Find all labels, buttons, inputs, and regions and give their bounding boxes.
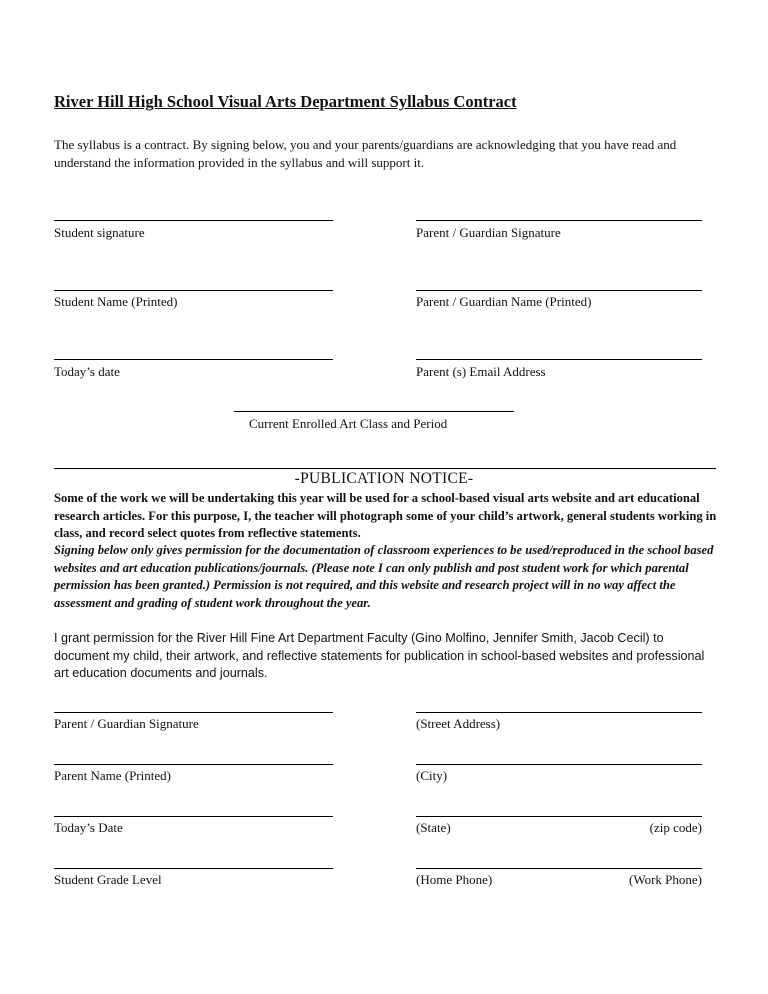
permission-parent-name-label: Parent Name (Printed) — [54, 768, 171, 783]
parent-signature-line[interactable] — [416, 220, 702, 221]
grant-statement: I grant permission for the River Hill Fine Art Department Faculty (Gino Molfino, Jennifer Smith, Jacob Cecil) to document my child, their artwork, and reflective statements for publication in school-based websites and professional art education documents and journals. — [54, 631, 705, 681]
grade-level-line[interactable] — [54, 868, 333, 869]
class-period-label: Current Enrolled Art Class and Period — [249, 416, 448, 431]
publication-notice-text: Some of the work we will be undertaking this year will be used for a school-based visual arts website and art educational research articles. For this purpose, I, the teacher will photograph some of your child’s artwork, general students working in class, and record select quotes from reflective statements. — [54, 491, 717, 540]
intro-paragraph: The syllabus is a contract. By signing below, you and your parents/guardians are acknowledging that you have read and understand the information provided in the syllabus and will support it. — [54, 137, 677, 170]
class-period-line[interactable] — [234, 411, 514, 412]
todays-date-label: Today’s date — [54, 364, 120, 379]
permission-disclaimer: Signing below only gives permission for the documentation of classroom experiences to be used/reproduced in the school based websites and art education publications/journals. (Please note I can only publish and post student work for which parental permission has been granted.) Permission is not required, and this website and research project will in no way affect the assessment and grading of student work throughout the year. — [54, 543, 714, 610]
page-title: River Hill High School Visual Arts Department Syllabus Contract — [54, 92, 517, 111]
parent-email-line[interactable] — [416, 359, 702, 360]
publication-notice-heading: -PUBLICATION NOTICE- — [294, 470, 474, 487]
state-zip-line[interactable] — [416, 816, 702, 817]
permission-parent-signature-line[interactable] — [54, 712, 333, 713]
street-address-line[interactable] — [416, 712, 702, 713]
parent-email-label: Parent (s) Email Address — [416, 364, 546, 379]
work-phone-label: (Work Phone) — [629, 872, 702, 887]
parent-signature-label: Parent / Guardian Signature — [416, 225, 561, 240]
grade-level-label: Student Grade Level — [54, 872, 162, 887]
phone-line[interactable] — [416, 868, 702, 869]
state-label: (State) — [416, 820, 451, 835]
parent-name-label: Parent / Guardian Name (Printed) — [416, 294, 592, 309]
student-name-label: Student Name (Printed) — [54, 294, 178, 309]
notice-divider — [54, 468, 716, 469]
student-signature-label: Student signature — [54, 225, 145, 240]
parent-name-line[interactable] — [416, 290, 702, 291]
student-signature-line[interactable] — [54, 220, 333, 221]
city-label: (City) — [416, 768, 448, 783]
student-name-line[interactable] — [54, 290, 333, 291]
zip-label: (zip code) — [649, 820, 702, 835]
home-phone-label: (Home Phone) — [416, 872, 493, 887]
permission-parent-name-line[interactable] — [54, 764, 333, 765]
street-address-label: (Street Address) — [416, 716, 501, 731]
permission-date-line[interactable] — [54, 816, 333, 817]
todays-date-line[interactable] — [54, 359, 333, 360]
permission-date-label: Today’s Date — [54, 820, 123, 835]
city-line[interactable] — [416, 764, 702, 765]
permission-parent-signature-label: Parent / Guardian Signature — [54, 716, 199, 731]
